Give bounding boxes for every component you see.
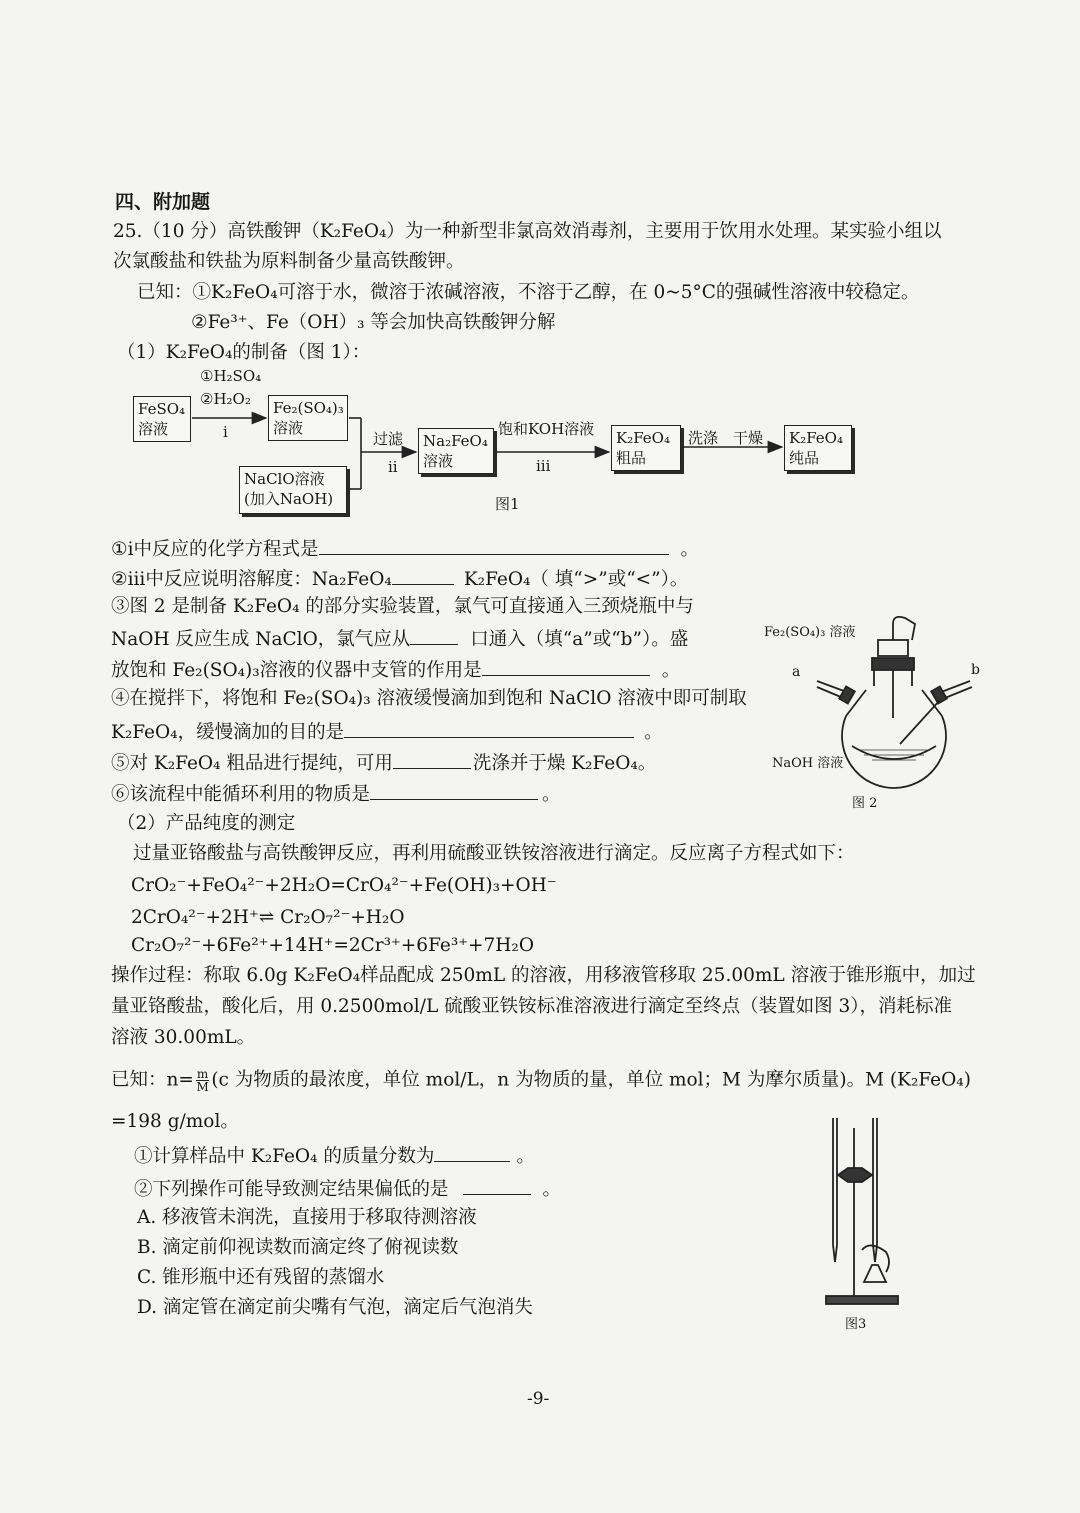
known-1: 已知：①K₂FeO₄可溶于水，微溶于浓碱溶液，不溶于乙醇，在 0~5°C的强碱性溶液中较稳定。 (137, 282, 920, 303)
fig1-reagent-2: ②H₂O₂ (200, 390, 251, 408)
q3-end: 。 (661, 660, 681, 681)
known-2: ②Fe³⁺、Fe（OH）₃ 等会加快高铁酸钾分解 (191, 312, 556, 333)
option-c: C. 锥形瓶中还有残留的蒸馏水 (137, 1267, 385, 1288)
q3-text-c: 放饱和 Fe₂(SO₄)₃溶液的仪器中支管的作用是 (111, 660, 482, 681)
answer-blank-q4[interactable] (344, 721, 634, 738)
equation-2: 2CrO₄²⁻+2H⁺⇌ Cr₂O₇²⁻+H₂O (131, 907, 405, 928)
known3-rest: (c 为物质的最浓度，单位 mol/L，n 为物质的量，单位 mol；M 为摩尔质量)。M (K₂FeO₄) (211, 1069, 971, 1091)
fig1-step-iii: iii (536, 457, 551, 475)
option-b: B. 滴定前仰视读数而滴定终了俯视读数 (137, 1237, 459, 1258)
sub1 (134, 1145, 535, 1167)
q4-end: 。 (644, 722, 663, 743)
fig2-caption: 图 2 (852, 796, 878, 811)
q3-line2 (111, 628, 688, 650)
q4-line1: ④在搅拌下，将饱和 Fe₂(SO₄)₃ 溶液缓慢滴加到饱和 NaClO 溶液中即可制取 (111, 688, 747, 709)
procedure-line1: 操作过程：称取 6.0g K₂FeO₄样品配成 250mL 的溶液，用移液管移取 25.00mL 溶液于锥形瓶中，加过 (111, 965, 976, 986)
q3-line1: ③图 2 是制备 K₂FeO₄ 的部分实验装置，氯气可直接通入三颈烧瓶中与 (111, 596, 694, 617)
fig1-box-feso4: FeSO₄ 溶液 (133, 396, 191, 442)
fig1-filter: 过滤 (373, 430, 404, 448)
q4-line2 (111, 721, 663, 743)
page-number: -9- (527, 1389, 550, 1409)
fraction-denominator: M (196, 1080, 209, 1094)
known-3 (111, 1068, 971, 1093)
fig1-step-i: i (223, 423, 228, 441)
q2 (111, 568, 688, 590)
equation-3: Cr₂O₇²⁻+6Fe²⁺+14H⁺=2Cr³⁺+6Fe³⁺+7H₂O (131, 935, 535, 956)
q1-end: 。 (680, 539, 700, 560)
q5-text-a: ⑤对 K₂FeO₄ 粗品进行提纯，可用 (111, 753, 393, 774)
sub1-end: 。 (516, 1146, 535, 1167)
q3-text-a: NaOH 反应生成 NaClO，氯气应从 (111, 629, 411, 650)
q25-line1: 25.（10 分）高铁酸钾（K₂FeO₄）为一种新型非氯高效消毒剂，主要用于饮用水处理。某实验小组以 (113, 221, 942, 242)
q1 (111, 538, 699, 560)
sub2-text: ②下列操作可能导致测定结果偏低的是 (134, 1179, 449, 1200)
fig1-caption: 图1 (495, 495, 520, 513)
fig1-step-ii: ii (388, 458, 398, 476)
fig2-label-b: b (971, 662, 980, 678)
q3-line3 (111, 659, 680, 681)
known-3-line2: =198 g/mol。 (111, 1111, 239, 1132)
sub2 (134, 1178, 561, 1200)
q5-text-b: 洗涤并于燥 K₂FeO₄。 (472, 753, 657, 774)
answer-blank-q6[interactable] (370, 783, 538, 800)
fig1-dry: 干燥 (733, 429, 764, 447)
fig1-box-na2feo4: Na₂FeO₄ 溶液 (418, 428, 494, 474)
fig1-reagent-1: ①H₂SO₄ (200, 367, 262, 385)
fraction-numerator: m (196, 1067, 209, 1081)
answer-blank-q2[interactable] (392, 568, 454, 585)
q1-text: ①i中反应的化学方程式是 (111, 539, 319, 560)
answer-blank-sub1[interactable] (434, 1145, 510, 1162)
fig1-koh: 饱和KOH溶液 (498, 420, 595, 438)
answer-blank-q5[interactable] (393, 752, 471, 769)
known3-prefix: 已知：n= (111, 1069, 194, 1091)
fig2-label-fe2so43: Fe₂(SO₄)₃ 溶液 (764, 625, 856, 640)
fig1-box-k2feo4-pure: K₂FeO₄ 纯品 (784, 425, 852, 471)
sub2-end: 。 (542, 1179, 562, 1200)
q6-end: 。 (542, 784, 561, 805)
option-a: A. 移液管未润洗，直接用于移取待测溶液 (137, 1207, 477, 1228)
section-heading: 四、附加题 (115, 191, 211, 213)
q3-text-b: 口通入（填“a”或“b”）。盛 (470, 629, 689, 650)
answer-blank-q1[interactable] (319, 538, 669, 555)
q6-text: ⑥该流程中能循环利用的物质是 (111, 784, 371, 805)
fraction-m-over-M (196, 1068, 209, 1093)
equation-1: CrO₂⁻+FeO₄²⁻+2H₂O=CrO₄²⁻+Fe(OH)₃+OH⁻ (131, 875, 557, 896)
q5 (111, 752, 656, 774)
fig1-box-k2feo4-crude: K₂FeO₄ 粗品 (611, 425, 681, 471)
fig3-caption: 图3 (845, 1317, 867, 1332)
q2-text-a: ②iii中反应说明溶解度：Na₂FeO₄ (111, 569, 392, 590)
sub1-text: ①计算样品中 K₂FeO₄ 的质量分数为 (134, 1146, 435, 1167)
fig2-label-a: a (792, 664, 801, 680)
q25-line2: 次氯酸盐和铁盐为原料制备少量高铁酸钾。 (113, 251, 465, 272)
fig1-box-fe2so43: Fe₂(SO₄)₃ 溶液 (268, 395, 348, 441)
procedure-line3: 溶液 30.00mL。 (111, 1027, 256, 1048)
q6 (111, 783, 561, 805)
procedure-line2: 量亚铬酸盐，酸化后，用 0.2500mol/L 硫酸亚铁铵标准溶液进行滴定至终点（装置如图 3），消耗标准 (111, 996, 953, 1017)
answer-blank-q3a[interactable] (410, 628, 458, 645)
fig2-label-naoh: NaOH 溶液 (772, 756, 844, 771)
fig1-wash: 洗涤 (688, 429, 719, 447)
part2-intro: 过量亚铬酸盐与高铁酸钾反应，再利用硫酸亚铁铵溶液进行滴定。反应离子方程式如下： (133, 843, 855, 864)
answer-blank-sub2[interactable] (463, 1178, 531, 1195)
q4-text: K₂FeO₄，缓慢滴加的目的是 (111, 722, 345, 743)
option-d: D. 滴定管在滴定前尖嘴有气泡，滴定后气泡消失 (137, 1297, 533, 1318)
part1-title: （1）K₂FeO₄的制备（图 1）： (117, 342, 371, 363)
answer-blank-q3b[interactable] (482, 659, 650, 676)
part2-title: （2）产品纯度的测定 (117, 813, 296, 834)
fig1-box-naclo: NaClO溶液 (加入NaOH) (239, 466, 347, 514)
q2-text-b: K₂FeO₄（ 填“>”或“<”）。 (463, 569, 689, 590)
